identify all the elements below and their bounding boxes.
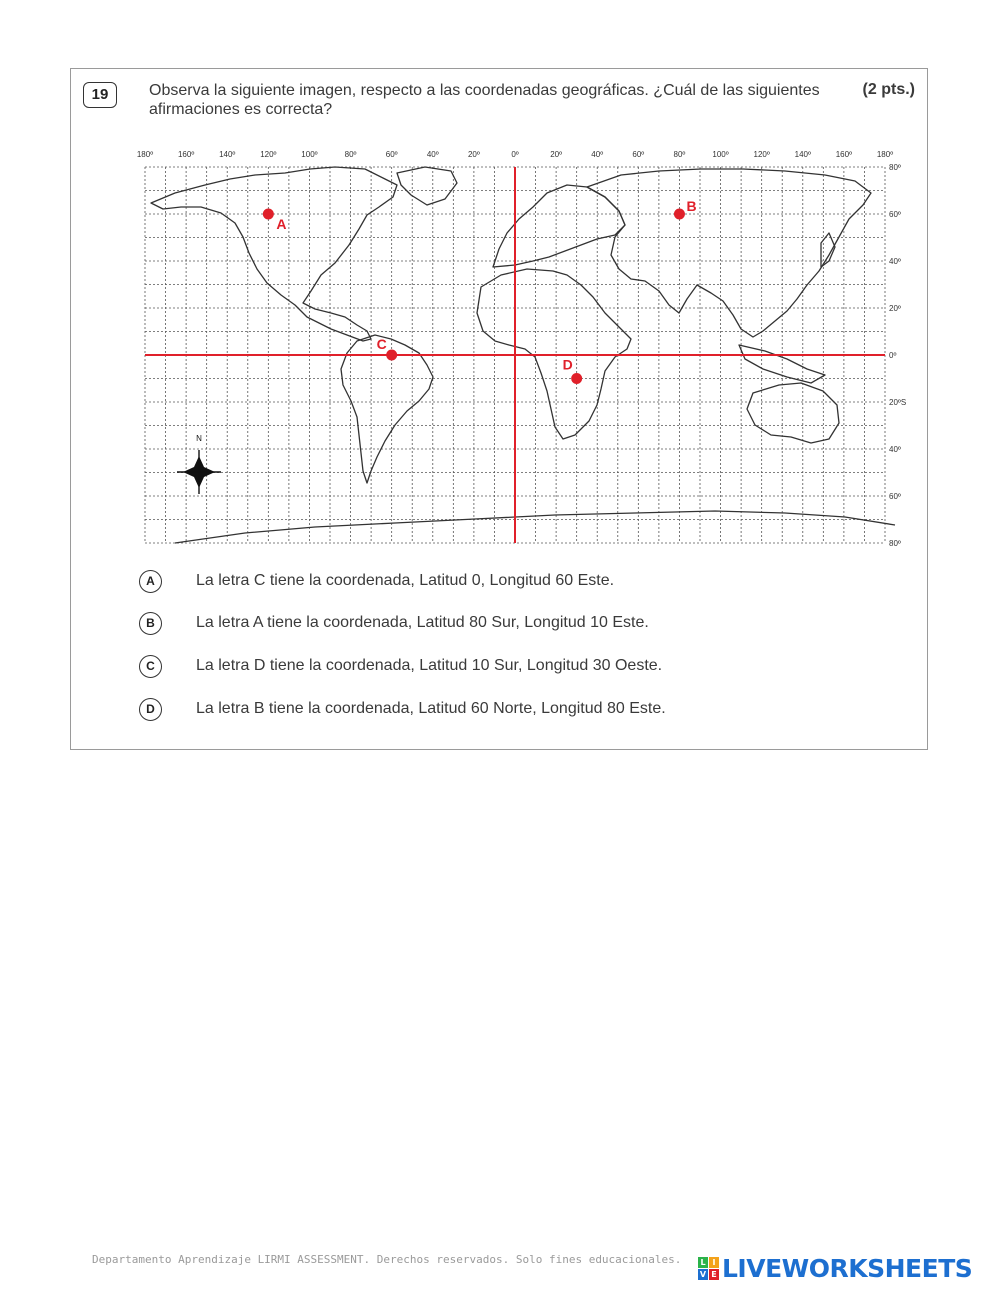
brand-mark-letter: L [698, 1257, 708, 1268]
option-c[interactable] [139, 653, 662, 679]
latitude-label: 60º [889, 492, 901, 501]
question-text: Observa la siguiente imagen, respecto a las coordenadas geográficas. ¿Cuál de las siguientes afirmaciones es correcta? [149, 82, 820, 118]
question-number: 19 [83, 82, 117, 108]
question-points: (2 pts.) [862, 81, 915, 98]
map-markers [263, 198, 697, 384]
marker-a [263, 209, 274, 220]
brand-mark-letter: E [709, 1269, 719, 1280]
longitude-label: 60º [385, 150, 398, 159]
latitude-label: 60º [889, 210, 901, 219]
option-radio[interactable]: B [139, 612, 162, 635]
option-text: La letra A tiene la coordenada, Latitud 80 Sur, Longitud 10 Este. [196, 614, 649, 631]
brand-name: LIVEWORKSHEETS [722, 1254, 973, 1283]
longitude-label: 80º [673, 150, 686, 159]
compass-north-label: N [196, 434, 202, 443]
reference-lines [145, 167, 885, 543]
footer-copyright: Departamento Aprendizaje LIRMI ASSESSMENT. Derechos reservados. Solo fines educacionales. [92, 1253, 682, 1266]
latitude-label: 0º [889, 351, 897, 360]
option-d[interactable] [139, 696, 666, 722]
longitude-label: 100º [301, 150, 318, 159]
north-america-outline [151, 167, 397, 341]
longitude-label: 140º [794, 150, 811, 159]
australia-outline [747, 383, 839, 443]
latitude-label: 80º [889, 539, 901, 548]
option-text: La letra D tiene la coordenada, Latitud 10 Sur, Longitud 30 Oeste. [196, 657, 663, 674]
latitude-label: 80º [889, 163, 901, 172]
compass-rose [177, 434, 221, 494]
longitude-label: 100º [712, 150, 729, 159]
longitude-label: 80º [344, 150, 357, 159]
marker-label-b: B [686, 198, 697, 214]
option-text: La letra B tiene la coordenada, Latitud 60 Norte, Longitud 80 Este. [196, 700, 666, 717]
longitude-label: 0º [511, 150, 519, 159]
longitude-label: 180º [136, 150, 154, 159]
latitude-label: 40º [889, 257, 901, 266]
longitude-label: 20º [550, 150, 563, 159]
marker-d [571, 373, 582, 384]
option-a[interactable] [139, 568, 614, 594]
coordinate-grid [137, 150, 906, 548]
longitude-label: 120º [260, 150, 277, 159]
longitude-label: 180º [876, 150, 894, 159]
greenland-outline [397, 167, 457, 205]
latitude-label: 40º [889, 445, 901, 454]
longitude-label: 20º [467, 150, 480, 159]
latitude-label: 20º [889, 304, 901, 313]
longitude-label: 120º [753, 150, 770, 159]
option-text: La letra C tiene la coordenada, Latitud 0, Longitud 60 Este. [196, 572, 615, 589]
marker-b [674, 209, 685, 220]
latitude-label: 20ºS [889, 398, 907, 407]
japan-outline [821, 233, 835, 267]
option-radio[interactable]: C [139, 655, 162, 678]
antarctica-outline [175, 511, 895, 543]
brand-mark-letter: I [709, 1257, 719, 1268]
longitude-label: 160º [835, 150, 853, 159]
longitude-label: 160º [177, 150, 195, 159]
brand-mark-icon [698, 1257, 719, 1280]
asia-outline [587, 169, 871, 337]
world-map [135, 145, 925, 555]
option-radio[interactable]: D [139, 698, 162, 721]
marker-c [386, 350, 397, 361]
longitude-label: 40º [591, 150, 604, 159]
brand-logo[interactable] [698, 1254, 972, 1283]
longitude-label: 60º [632, 150, 645, 159]
longitude-label: 140º [219, 150, 236, 159]
option-b[interactable] [139, 610, 649, 636]
marker-label-a: A [276, 216, 287, 232]
question-card [70, 68, 928, 750]
marker-label-d: D [562, 356, 573, 373]
marker-label-c: C [376, 336, 387, 352]
brand-mark-letter: V [699, 1270, 707, 1279]
longitude-label: 40º [426, 150, 439, 159]
option-radio[interactable]: A [139, 570, 162, 593]
